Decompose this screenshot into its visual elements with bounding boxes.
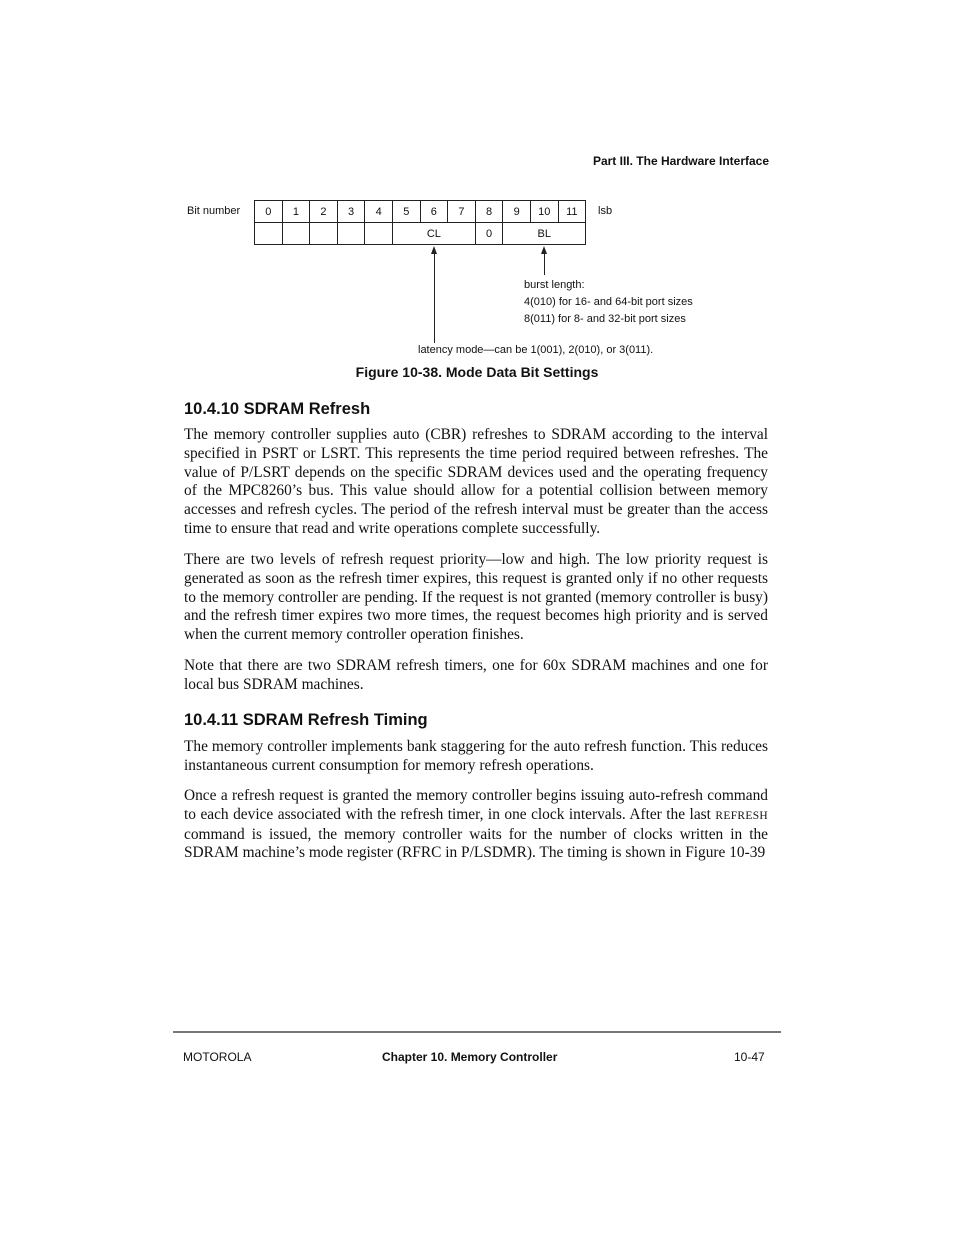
zero-field-cell: 0 xyxy=(475,223,503,245)
body-paragraph: Note that there are two SDRAM refresh timers, one for 60x SDRAM machines and one for local bus SDRAM machines. xyxy=(184,657,768,693)
cl-arrow-line xyxy=(434,253,435,343)
bit-number-cell: 4 xyxy=(365,201,393,223)
footer-chapter: Chapter 10. Memory Controller xyxy=(382,1050,558,1064)
bit-number-cell: 6 xyxy=(420,201,448,223)
bit-number-cell: 8 xyxy=(475,201,503,223)
reserved-field-cell xyxy=(310,223,338,245)
reserved-field-cell xyxy=(282,223,310,245)
section-heading: 10.4.10 SDRAM Refresh xyxy=(184,400,371,418)
bit-number-cell: 2 xyxy=(310,201,338,223)
body-paragraph: The memory controller implements bank staggering for the auto refresh function. This reduces instantaneous current consumption for memory refresh operations. xyxy=(184,738,768,774)
bit-number-label: Bit number xyxy=(187,205,241,217)
running-head: Part III. The Hardware Interface xyxy=(592,154,769,168)
latency-mode-annotation: latency mode—can be 1(001), 2(010), or 3(011). xyxy=(418,344,654,356)
bit-number-cell: 1 xyxy=(282,201,310,223)
bit-number-cell: 3 xyxy=(337,201,365,223)
bit-number-row xyxy=(255,201,586,223)
reserved-field-cell xyxy=(255,223,283,245)
bit-number-cell: 0 xyxy=(255,201,283,223)
burst-length-line: 4(010) for 16- and 64-bit port sizes xyxy=(524,296,693,308)
burst-length-annotation xyxy=(524,277,693,328)
bit-field-row xyxy=(255,223,586,245)
lsb-label: lsb xyxy=(598,205,613,217)
cl-field-cell: CL xyxy=(392,223,475,245)
bit-number-cell: 5 xyxy=(392,201,420,223)
reserved-field-cell xyxy=(365,223,393,245)
bit-number-cell: 11 xyxy=(558,201,586,223)
bit-number-cell: 9 xyxy=(503,201,531,223)
paragraph-text: command is issued, the memory controller waits for the number of clocks written in the SDRAM machine’s mode register (RFRC in P/LSDMR). The timing is shown in Figure 10-39 xyxy=(184,825,768,862)
body-paragraph xyxy=(184,787,768,863)
section-heading: 10.4.11 SDRAM Refresh Timing xyxy=(184,711,428,729)
bit-number-cell: 7 xyxy=(448,201,476,223)
mode-data-bit-figure xyxy=(0,195,954,390)
figure-caption: Figure 10-38. Mode Data Bit Settings xyxy=(355,364,599,380)
burst-length-title: burst length: xyxy=(524,279,585,291)
footer-rule xyxy=(173,1031,781,1033)
body-paragraph: The memory controller supplies auto (CBR) refreshes to SDRAM according to the interval specified in PSRT or LSRT. This represents the time period required between refreshes. The value of P/LSRT depends on the specific SDRAM devices used and the operating frequency of the MPC8260’s bus. This value should allow for a potential collision between memory accesses and refresh cycles. The period of the refresh interval must be greater than the access time to ensure that read and write operations complete successfully. xyxy=(184,426,768,537)
refresh-command-smallcaps: REFRESH xyxy=(715,809,768,822)
bl-arrow-line xyxy=(544,253,545,275)
bit-number-cell: 10 xyxy=(530,201,558,223)
paragraph-text: Once a refresh request is granted the memory controller begins issuing auto-refresh command to each device associated with the refresh timer, in one clock intervals. After the last xyxy=(184,787,768,823)
footer-page-number: 10-47 xyxy=(734,1050,765,1064)
burst-length-line: 8(011) for 8- and 32-bit port sizes xyxy=(524,313,686,325)
bit-field-table xyxy=(254,200,586,245)
footer-left: MOTOROLA xyxy=(183,1050,252,1064)
bl-field-cell: BL xyxy=(503,223,586,245)
reserved-field-cell xyxy=(337,223,365,245)
body-paragraph: There are two levels of refresh request priority—low and high. The low priority request is generated as soon as the refresh timer expires, this request is granted only if no other requests to the memory controller are pending. If the request is not granted (memory controller is busy) and the refresh timer expires two more times, the request becomes high priority and is served when the current memory controller operation finishes. xyxy=(184,551,768,644)
